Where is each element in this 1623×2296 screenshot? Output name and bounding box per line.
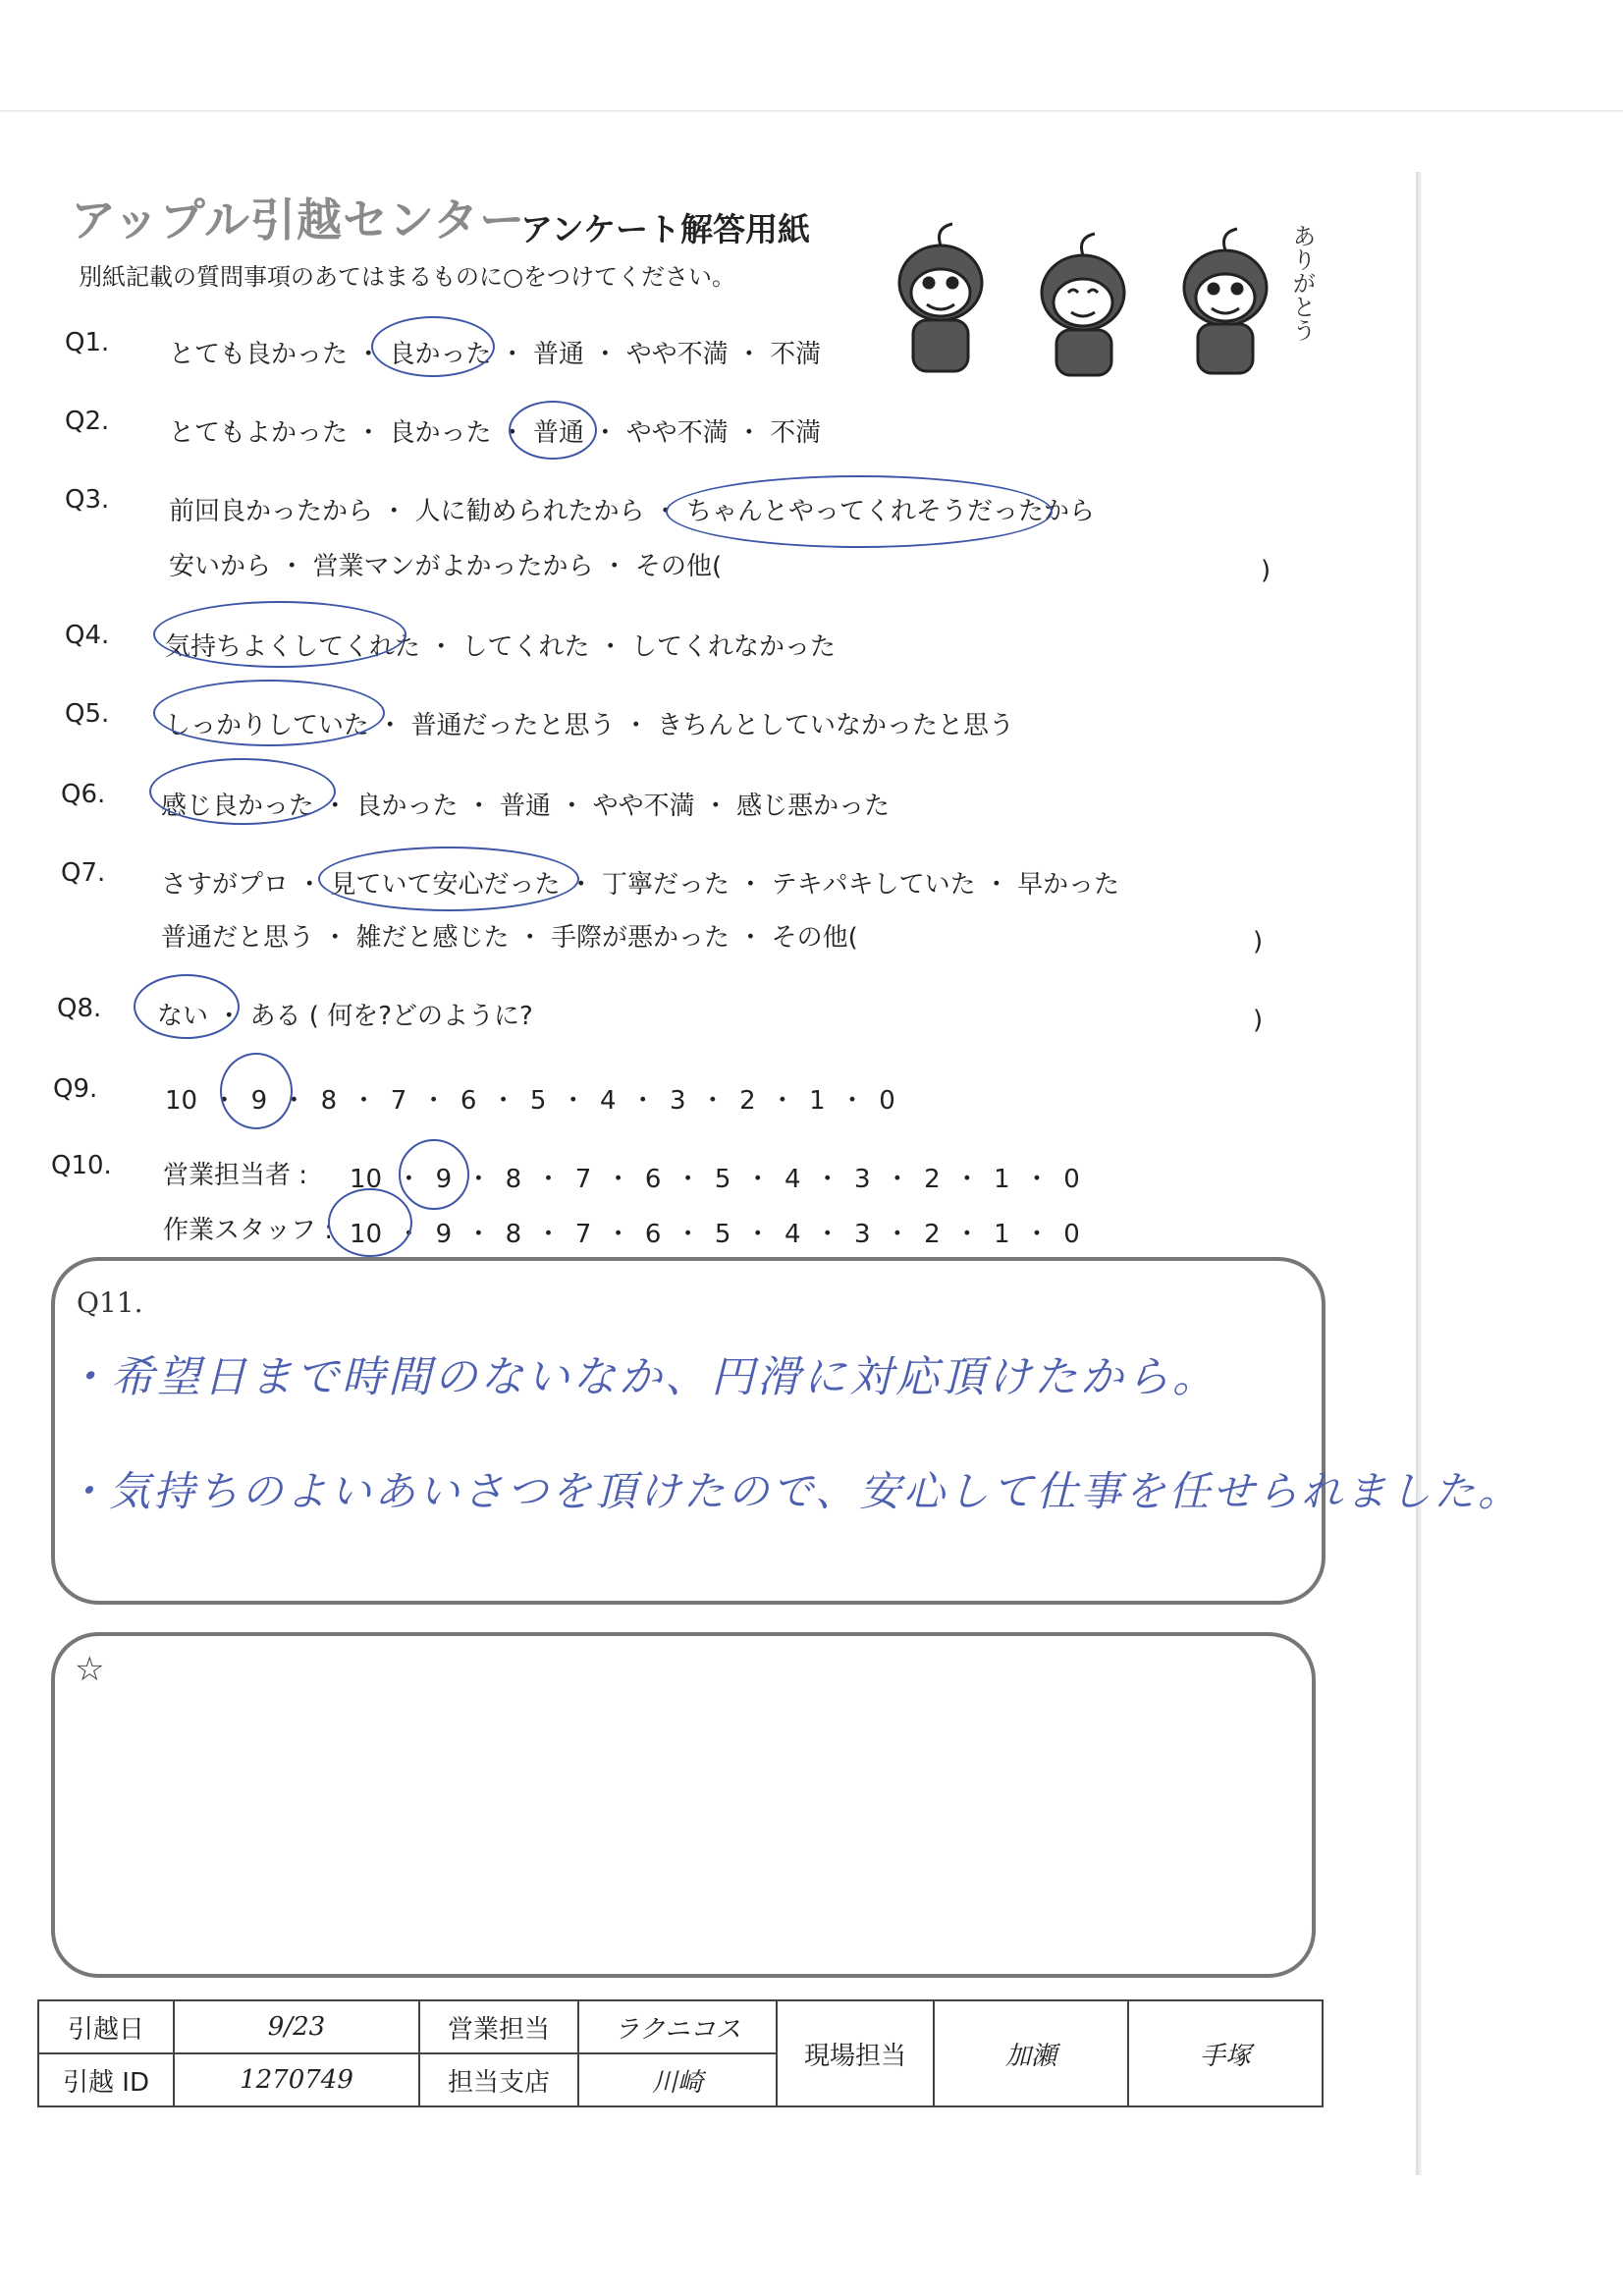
q6-selection-circle <box>149 758 336 825</box>
q7-options-line2: 普通だと思う ・ 雑だと感じた ・ 手際が悪かった ・ その他( <box>161 923 858 953</box>
q11-label: Q11. <box>77 1286 143 1319</box>
scan-top-line <box>0 110 1623 112</box>
q10-staff-scale: 10 ・ 9 ・ 8 ・ 7 ・ 6 ・ 5 ・ 4 ・ 3 ・ 2 ・ 1 ・ 0 <box>350 1220 1080 1249</box>
q7-close-paren: ) <box>1253 927 1264 957</box>
move-id-label: 引越 ID <box>38 2053 174 2106</box>
q9-scale: 10 ・ 9 ・ 8 ・ 7 ・ 6 ・ 5 ・ 4 ・ 3 ・ 2 ・ 1 ・ 0 <box>165 1086 895 1116</box>
q10-staff-selection-circle <box>328 1188 412 1257</box>
q11-handwritten-line2: ・気持ちのよいあいさつを頂けたので、安心して仕事を任せられました。 <box>65 1467 1523 1515</box>
q5-selection-circle <box>153 680 385 746</box>
arigatou-text: ありがとう <box>1288 224 1316 342</box>
q7-number: Q7. <box>61 858 106 888</box>
paper-edge-shadow <box>1416 172 1422 2175</box>
q2-selection-circle <box>509 401 597 460</box>
q7-selection-circle <box>318 847 579 911</box>
sales-name-value: ラクニコス <box>578 2000 777 2053</box>
q3-number: Q3. <box>65 485 110 515</box>
q10-sales-label: 営業担当者 : <box>163 1161 308 1190</box>
monkey-mascots-illustration <box>872 214 1324 381</box>
company-title: アップル引越センター <box>71 193 526 246</box>
site-staff-2-value: 手塚 <box>1128 2000 1323 2106</box>
form-title: アンケート解答用紙 <box>520 210 811 248</box>
star-icon: ☆ <box>75 1650 105 1689</box>
instruction-text: 別紙記載の質問事項のあてはまるものに○をつけてください。 <box>79 263 735 291</box>
footer-info-table <box>37 1999 1324 2107</box>
q1-options: とても良かった ・ 良かった ・ 普通 ・ やや不満 ・ 不満 <box>169 340 822 369</box>
sales-label: 営業担当 <box>419 2000 578 2053</box>
q10-staff-label: 作業スタッフ : <box>163 1216 334 1245</box>
q11-handwritten-line1: ・希望日まで時間のないなか、円滑に対応頂けたから。 <box>65 1352 1218 1402</box>
q5-number: Q5. <box>65 699 110 729</box>
q2-options: とてもよかった ・ 良かった ・ 普通 ・ やや不満 ・ 不満 <box>169 418 822 448</box>
q5-options: しっかりしていた ・ 普通だったと思う ・ きちんとしていなかったと思う <box>165 711 1015 740</box>
q9-selection-circle <box>220 1053 293 1129</box>
branch-name-value: 川崎 <box>578 2053 777 2106</box>
q2-number: Q2. <box>65 407 110 436</box>
star-comment-box <box>51 1632 1316 1978</box>
q10-sales-scale: 10 ・ 9 ・ 8 ・ 7 ・ 6 ・ 5 ・ 4 ・ 3 ・ 2 ・ 1 ・ 0 <box>350 1165 1080 1194</box>
q8-selection-circle <box>134 974 240 1039</box>
q8-close-paren: ) <box>1253 1006 1264 1035</box>
site-staff-1-value: 加瀬 <box>934 2000 1128 2106</box>
branch-label: 担当支店 <box>419 2053 578 2106</box>
q10-sales-selection-circle <box>399 1139 469 1210</box>
q4-options: 気持ちよくしてくれた ・ してくれた ・ してくれなかった <box>165 632 837 662</box>
q3-options-line1: 前回良かったから ・ 人に勧められたから ・ ちゃんとやってくれそうだったから <box>169 497 1096 526</box>
monkey-icon <box>899 224 982 371</box>
q3-close-paren: ) <box>1261 556 1271 585</box>
q4-selection-circle <box>153 601 406 668</box>
q4-number: Q4. <box>65 621 110 650</box>
q9-number: Q9. <box>53 1074 98 1104</box>
monkey-icon <box>1042 234 1124 375</box>
q11-comment-box <box>51 1257 1325 1605</box>
site-label: 現場担当 <box>777 2000 934 2106</box>
move-id-value: 1270749 <box>174 2053 419 2106</box>
q8-options: ない ・ ある ( 何を?どのように? <box>157 1002 533 1031</box>
q6-options: 感じ良かった ・ 良かった ・ 普通 ・ やや不満 ・ 感じ悪かった <box>161 792 891 821</box>
q8-number: Q8. <box>57 994 102 1023</box>
q10-number: Q10. <box>51 1151 112 1180</box>
q3-selection-circle <box>666 475 1053 548</box>
q1-number: Q1. <box>65 328 110 357</box>
q3-options-line2: 安いから ・ 営業マンがよかったから ・ その他( <box>169 552 723 581</box>
move-date-label: 引越日 <box>38 2000 174 2053</box>
q1-selection-circle <box>371 316 495 377</box>
monkey-icon <box>1184 229 1267 373</box>
q6-number: Q6. <box>61 780 106 809</box>
move-date-value: 9/23 <box>174 2000 419 2053</box>
q7-options-line1: さすがプロ ・ 見ていて安心だった ・ 丁寧だった ・ テキパキしていた ・ 早かった <box>161 870 1120 900</box>
